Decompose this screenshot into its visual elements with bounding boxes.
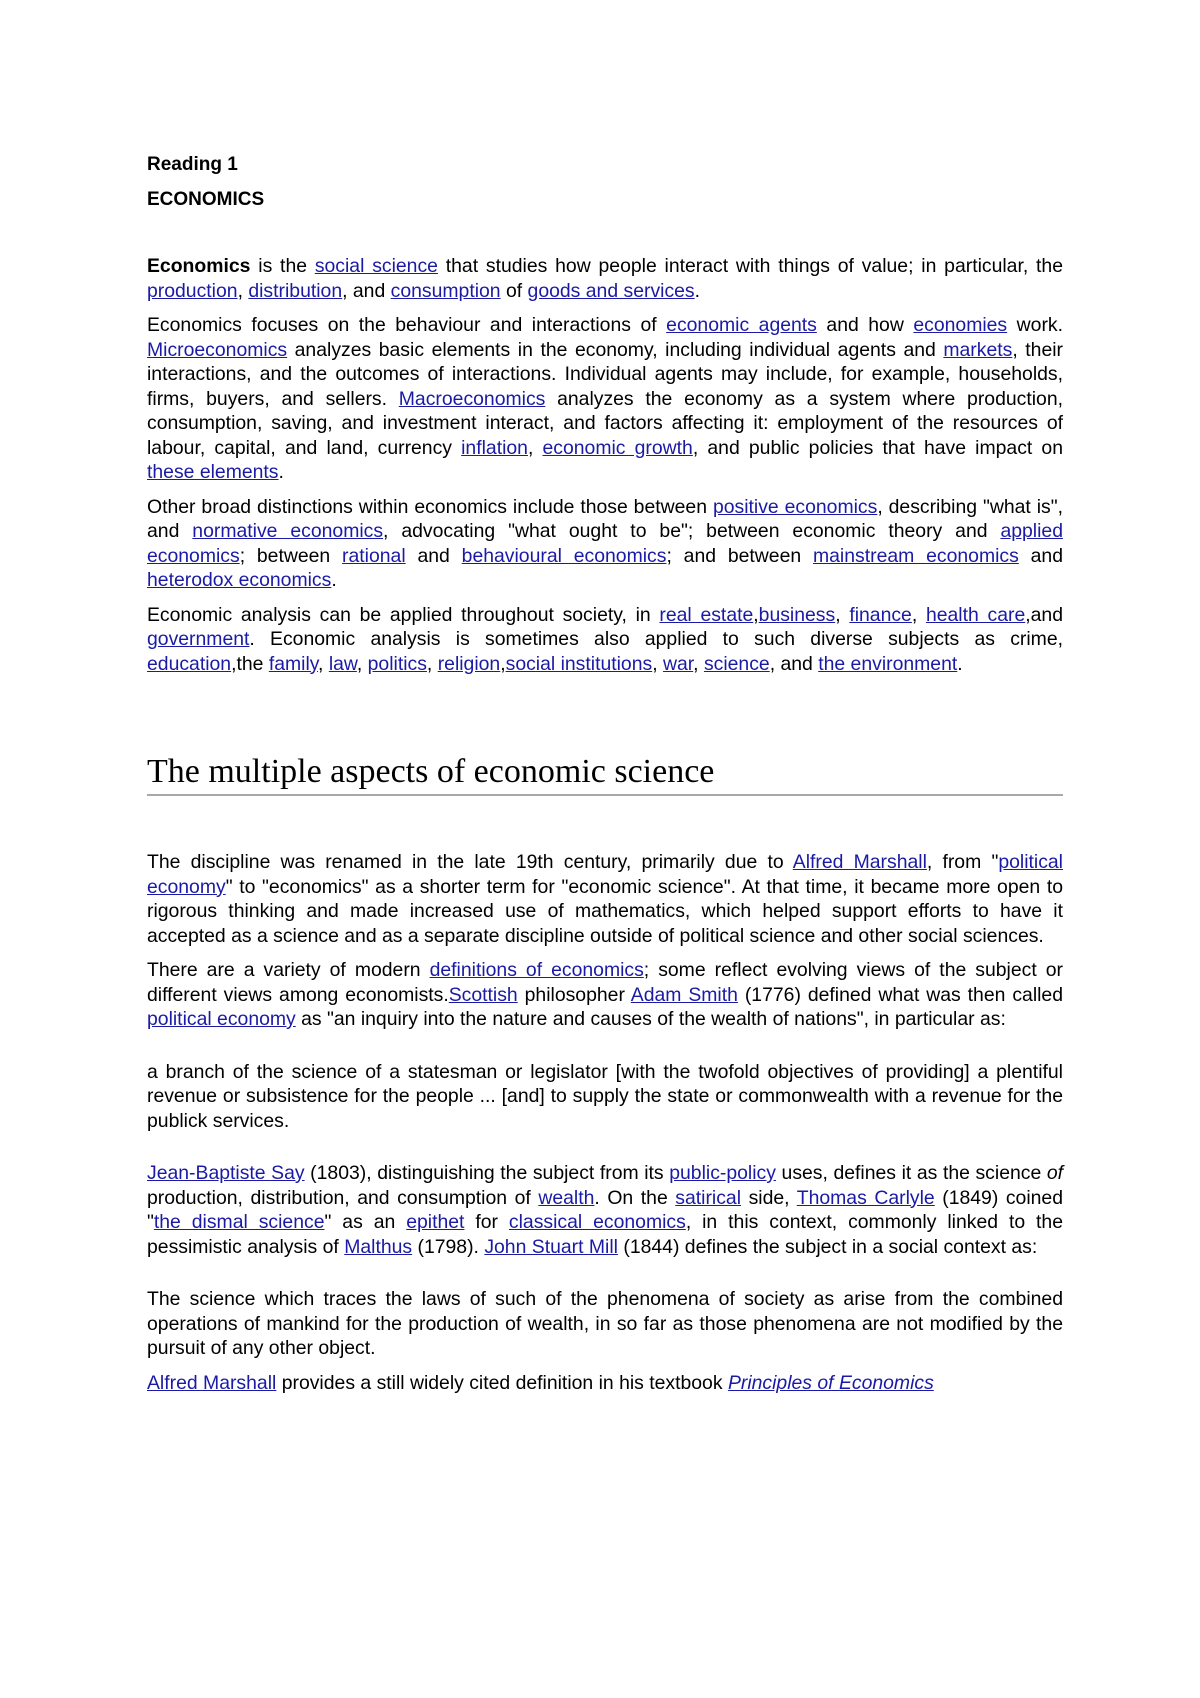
paragraph — [147, 603, 1063, 677]
paragraph — [147, 1287, 1063, 1361]
link[interactable]: finance — [849, 603, 912, 626]
link[interactable]: economic growth — [542, 436, 693, 459]
text-run: and — [1018, 544, 1063, 567]
link[interactable]: Adam Smith — [630, 983, 738, 1006]
text-run: (1849) coined " — [147, 1186, 1063, 1233]
italic-text: of — [1046, 1162, 1064, 1184]
bold-term: Economics — [147, 255, 251, 277]
paragraph — [147, 495, 1063, 593]
link[interactable]: economies — [913, 314, 1008, 336]
text-run: (1776) defined what was then called — [737, 983, 1064, 1006]
text-run: The science which traces the laws of such of the phenomena of society as arise from the combined operations of mankind for the production of wealth, in so far as those phenomena are not modified by the pursuit of any other object. — [147, 1288, 1063, 1359]
link[interactable]: Microeconomics — [147, 338, 288, 361]
paragraph — [147, 1371, 1063, 1396]
link[interactable]: family — [268, 652, 319, 675]
link[interactable]: definitions of economics — [429, 959, 644, 981]
link[interactable]: real estate — [659, 603, 754, 626]
text-run: and how — [816, 314, 914, 336]
link[interactable]: wealth — [538, 1186, 595, 1209]
text-run: uses, defines it as the science — [775, 1162, 1047, 1184]
text-run: The discipline was renamed in the late 19th century, primarily due to — [147, 851, 793, 873]
link[interactable]: Macroeconomics — [398, 387, 546, 410]
link[interactable]: Thomas Carlyle — [796, 1186, 935, 1209]
text-run: side, — [741, 1186, 797, 1209]
link[interactable]: public-policy — [669, 1162, 776, 1184]
link[interactable]: applied economics — [147, 520, 1063, 567]
text-run: , — [356, 652, 368, 675]
link[interactable]: science — [703, 652, 770, 675]
text-run: , — [835, 603, 850, 626]
link[interactable]: the environment — [818, 652, 958, 675]
text-run: and — [405, 544, 462, 567]
text-run: , — [753, 603, 759, 626]
reading-label: Reading 1 — [147, 154, 238, 175]
link[interactable]: economic agents — [666, 314, 817, 336]
text-run: (1844) defines the subject in a social context as: — [617, 1235, 1038, 1258]
text-run: , — [911, 603, 926, 626]
text-run: , and — [342, 279, 391, 302]
text-run: . — [694, 279, 701, 302]
document-title: ECONOMICS — [147, 189, 265, 210]
link[interactable]: epithet — [406, 1211, 465, 1233]
link[interactable]: normative economics — [192, 520, 384, 542]
link[interactable]: Alfred Marshall — [792, 851, 927, 873]
text-run: provides a still widely cited definition in his textbook — [276, 1371, 728, 1394]
text-run: is the — [250, 255, 315, 277]
link[interactable]: war — [662, 652, 694, 675]
link[interactable]: these elements — [147, 461, 279, 483]
text-run: analyzes basic elements in the economy, including individual agents and — [287, 338, 944, 361]
text-run: that studies how people interact with things of value; in particular, the — [437, 255, 1063, 277]
link[interactable]: law — [328, 652, 357, 675]
link[interactable]: heterodox economics — [147, 569, 332, 591]
text-run: There are a variety of modern — [147, 959, 430, 981]
text-run: ; some reflect evolving views of the subject or different views among economists. — [147, 959, 1063, 1006]
text-run: " to "economics" as a shorter term for "economic science". At that time, it became more open to rigorous thinking and made increased use of mathematics, which helped support efforts to have it accepted as a science and as a separate discipline outside of political science and other social sciences. — [147, 875, 1063, 947]
text-run: , — [318, 652, 329, 675]
text-run: , and — [769, 652, 819, 675]
link[interactable]: social science — [314, 255, 438, 277]
text-run: work. — [1007, 314, 1063, 336]
text-run: , — [527, 436, 543, 459]
text-run: , from " — [926, 851, 999, 873]
link[interactable]: positive economics — [712, 495, 878, 518]
text-run: , — [237, 279, 249, 302]
paragraph — [147, 1161, 1063, 1259]
link[interactable]: behavioural economics — [461, 544, 667, 567]
link[interactable]: mainstream economics — [813, 544, 1019, 567]
text-run: ; and between — [666, 544, 813, 567]
link[interactable]: production — [147, 279, 238, 302]
link[interactable]: religion — [437, 652, 501, 675]
text-run: . — [331, 569, 337, 591]
link[interactable]: education — [147, 652, 232, 675]
text-run: Other broad distinctions within economics include those between — [147, 495, 713, 518]
text-run: a branch of the science of a statesman or legislator [with the twofold objectives of providing] a plentiful revenue or subsistence for the people ... [and] to supply the state or commonwealth with a revenue for the publick services. — [147, 1060, 1063, 1132]
text-run: " as an — [324, 1211, 407, 1233]
text-run: ,and — [1025, 603, 1063, 626]
link[interactable]: health care — [925, 603, 1026, 626]
link[interactable]: Alfred Marshall — [147, 1371, 277, 1394]
paragraph — [147, 313, 1063, 485]
link[interactable]: John Stuart Mill — [484, 1235, 618, 1258]
text-run: , in this context, commonly linked to the pessimistic analysis of — [147, 1211, 1064, 1258]
text-run: of — [500, 279, 528, 302]
paragraph — [147, 1060, 1063, 1134]
link[interactable]: Scottish — [448, 983, 518, 1006]
text-run: Economic analysis can be applied throughout society, in — [147, 603, 660, 626]
text-run: production, distribution, and consumption of — [147, 1186, 539, 1209]
text-run: . — [957, 652, 963, 675]
section-heading: The multiple aspects of economic science — [147, 750, 1063, 796]
paragraph — [147, 254, 1063, 303]
text-run: ,the — [231, 652, 269, 675]
link[interactable]: satirical — [675, 1186, 742, 1209]
text-run: . On the — [594, 1186, 676, 1209]
link[interactable]: politics — [367, 652, 427, 675]
text-run: philosopher — [517, 983, 631, 1006]
document-content — [147, 254, 1063, 1395]
text-run: Economics focuses on the behaviour and interactions of — [147, 314, 667, 336]
link[interactable]: government — [147, 628, 250, 650]
text-run: as "an inquiry into the nature and causes of the wealth of nations", in particular as: — [295, 1008, 1006, 1030]
text-run: . Economic analysis is sometimes also applied to such diverse subjects as crime, — [249, 628, 1063, 650]
link[interactable]: Principles of Economics — [727, 1371, 934, 1394]
text-run: , advocating "what ought to be"; between economic theory and — [383, 520, 1001, 542]
text-run: , — [652, 652, 663, 675]
text-run: , and public policies that have impact on — [692, 436, 1063, 459]
link[interactable]: consumption — [390, 279, 501, 302]
link[interactable]: classical economics — [508, 1211, 686, 1233]
text-run: (1798). — [412, 1235, 485, 1258]
link[interactable]: business — [758, 603, 836, 626]
paragraph — [147, 958, 1063, 1032]
link[interactable]: markets — [943, 338, 1013, 361]
text-run: , — [426, 652, 438, 675]
link[interactable]: political economy — [147, 851, 1063, 898]
link[interactable]: inflation — [461, 436, 528, 459]
link[interactable]: political economy — [147, 1008, 296, 1030]
text-run: for — [464, 1211, 509, 1233]
text-run: , describing "what is", and — [147, 495, 1063, 542]
link[interactable]: Malthus — [344, 1235, 413, 1258]
text-run: , their interactions, and the outcomes of interactions. Individual agents may include, for example, households, firms, buyers, and sellers. — [147, 338, 1063, 410]
text-run: , — [500, 652, 506, 675]
link[interactable]: rational — [342, 544, 406, 567]
text-run: . — [278, 461, 284, 483]
link[interactable]: the dismal science — [153, 1211, 325, 1233]
text-run: (1803), distinguishing the subject from its — [304, 1162, 670, 1184]
link[interactable]: goods and services — [527, 279, 695, 302]
link[interactable]: Jean-Baptiste Say — [147, 1162, 305, 1184]
document-page — [147, 153, 1063, 1405]
text-run: analyzes the economy as a system where production, consumption, saving, and investment interact, and factors affecting it: employment of the resources of labour, capital, and land, currency — [147, 387, 1063, 459]
text-run: , — [693, 652, 704, 675]
paragraph — [147, 850, 1063, 948]
text-run: ; between — [239, 544, 343, 567]
link[interactable]: social institutions — [505, 652, 653, 675]
link[interactable]: distribution — [248, 279, 343, 302]
